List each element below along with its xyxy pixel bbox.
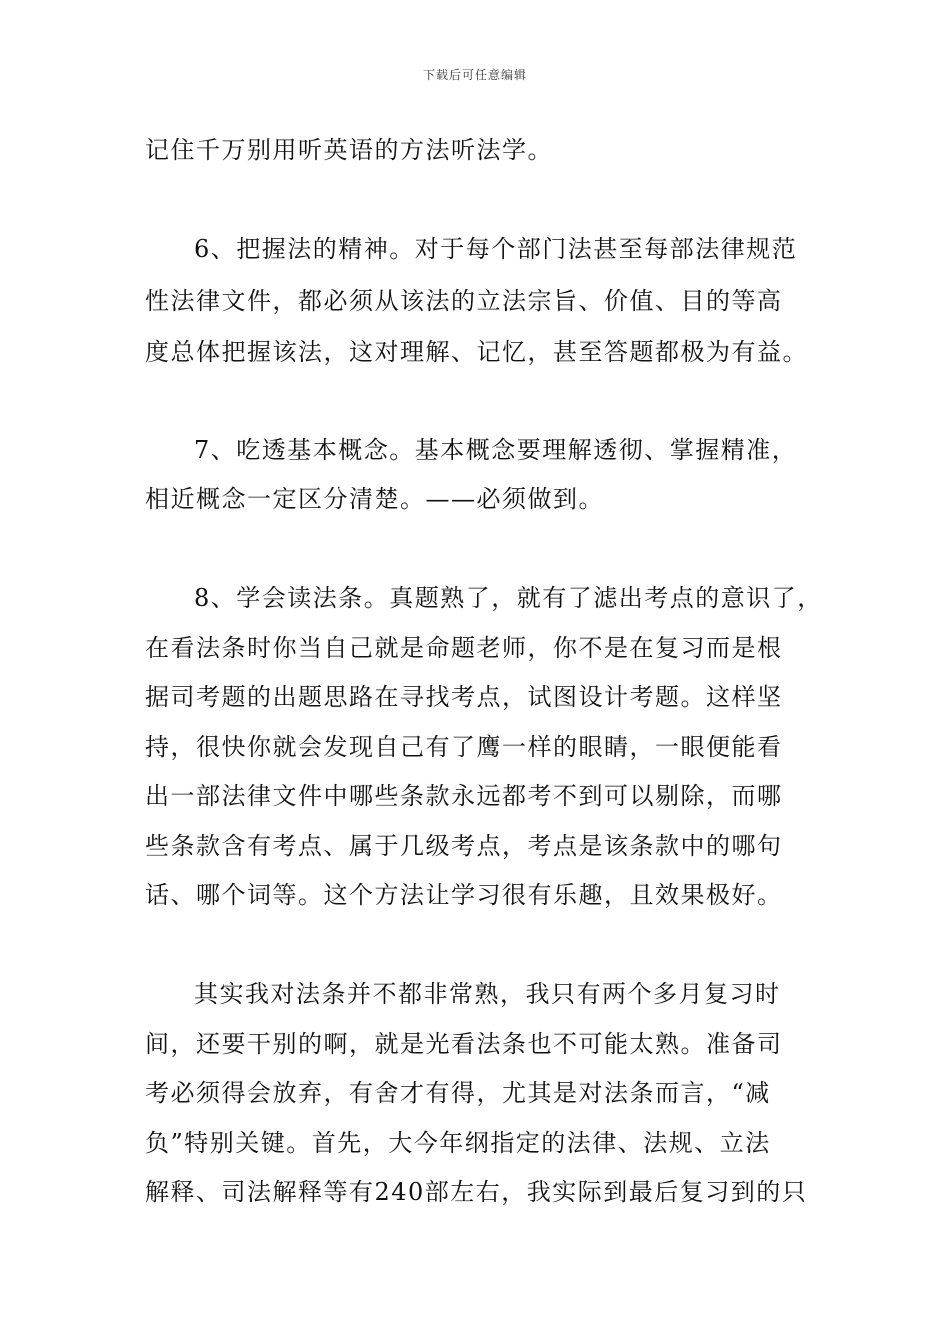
- paragraph-line: 性法律文件，都必须从该法的立法宗旨、价值、目的等高: [145, 287, 783, 315]
- paragraph-line: 在看法条时你当自己就是命题老师，你不是在复习而是根: [145, 634, 783, 662]
- paragraph-line: 些条款含有考点、属于几级考点，考点是该条款中的哪句: [145, 832, 783, 860]
- paragraph-line: 6、把握法的精神。对于每个部门法甚至每部法律规范: [194, 235, 798, 263]
- paragraph-line: 负”特别关键。首先，大今年纲指定的法律、法规、立法: [145, 1129, 771, 1157]
- paragraph-line: 8、学会读法条。真题熟了，就有了滤出考点的意识了，: [194, 584, 823, 612]
- paragraph-line: 7、吃透基本概念。基本概念要理解透彻、掌握精准，: [194, 436, 798, 464]
- paragraph-line: 考必须得会放弃，有舍才有得，尤其是对法条而言，“减: [145, 1079, 771, 1107]
- paragraph-line: 度总体把握该法，这对理解、记忆，甚至答题都极为有益。: [145, 338, 808, 366]
- page-header: 下载后可任意编辑: [422, 68, 527, 82]
- paragraph-line: 记住千万别用听英语的方法听法学。: [145, 136, 553, 164]
- paragraph-line: 其实我对法条并不都非常熟，我只有两个多月复习时: [194, 980, 781, 1008]
- paragraph-line: 出一部法律文件中哪些条款永远都考不到可以剔除，而哪: [145, 782, 783, 810]
- paragraph-line: 相近概念一定区分清楚。——必须做到。: [145, 485, 604, 513]
- paragraph-line: 解释、司法解释等有240部左右，我实际到最后复习到的只: [145, 1178, 808, 1206]
- paragraph-line: 据司考题的出题思路在寻找考点，试图设计考题。这样坚: [145, 683, 783, 711]
- paragraph-line: 话、哪个词等。这个方法让学习很有乐趣，且效果极好。: [145, 881, 783, 909]
- paragraph-line: 持，很快你就会发现自己有了鹰一样的眼睛，一眼便能看: [145, 733, 783, 761]
- paragraph-line: 间，还要干别的啊，就是光看法条也不可能太熟。准备司: [145, 1030, 783, 1058]
